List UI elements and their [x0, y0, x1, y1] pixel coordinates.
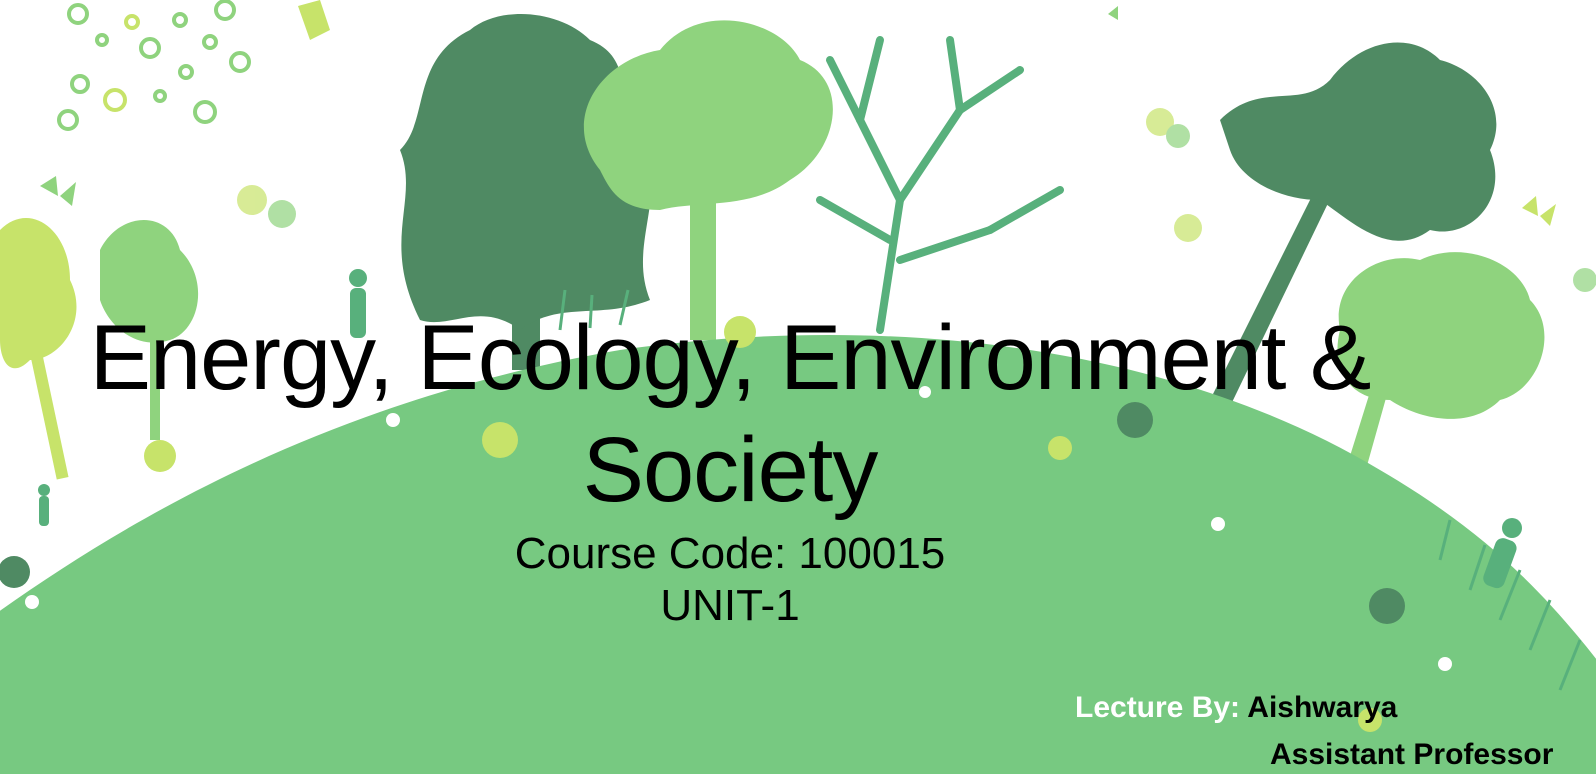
slide-title-line-2: Society [582, 419, 878, 521]
unit-label: UNIT-1 [660, 581, 800, 630]
course-code: Course Code: 100015 [514, 529, 946, 578]
lecturer-name: Aishwarya [1247, 691, 1398, 724]
slide-subtitle [0, 528, 1460, 632]
lecture-by-label: Lecture By: [1075, 691, 1241, 724]
tree-bare-mid [820, 40, 1060, 330]
lecturer-line [1075, 689, 1397, 727]
lecturer-role: Assistant Professor [1270, 738, 1554, 771]
slide-title [0, 302, 1460, 526]
bubble-cluster-decoration [59, 1, 249, 129]
slide-title-line-1: Energy, Ecology, Environment & [89, 307, 1371, 409]
